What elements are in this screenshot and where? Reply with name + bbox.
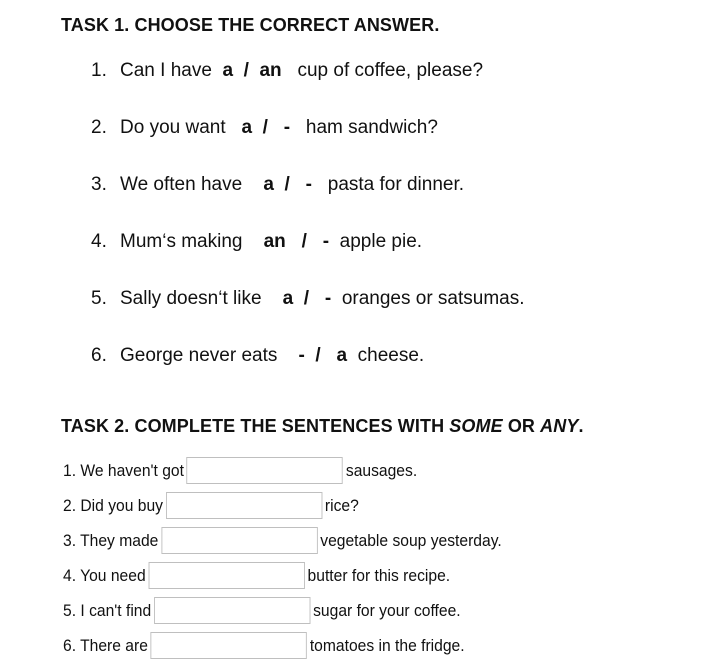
question-text-after: cup of coffee, please?: [297, 60, 484, 81]
question-number: 2.: [91, 117, 107, 138]
option-separator: /: [303, 288, 310, 309]
answer-blank[interactable]: [161, 527, 317, 554]
option-a[interactable]: an: [263, 231, 286, 252]
option-separator: /: [301, 231, 307, 252]
sentence-start: 2. Did you buy: [63, 495, 163, 515]
option-a[interactable]: a: [263, 174, 274, 195]
sentence-start: 5. I can't find: [63, 600, 152, 620]
option-b[interactable]: -: [324, 288, 332, 309]
option-a[interactable]: a: [222, 60, 234, 81]
sentence-end: sugar for your coffee.: [313, 600, 461, 620]
task2-sentence-5: [63, 597, 461, 624]
task1-title: TASK 1. CHOOSE THE CORRECT ANSWER.: [61, 15, 440, 35]
task1-question-3: [91, 174, 464, 196]
answer-blank[interactable]: [151, 632, 307, 659]
task2-title: [61, 416, 584, 437]
question-number: 1.: [91, 60, 107, 81]
task2-title-or: OR: [502, 416, 541, 436]
sentence-start: 3. They made: [63, 530, 159, 550]
answer-blank[interactable]: [154, 597, 310, 624]
option-b[interactable]: a: [336, 345, 348, 366]
question-text-before: Sally doesn‘t like: [120, 288, 262, 309]
sentence-end: sausages.: [345, 460, 418, 480]
option-b[interactable]: -: [283, 117, 291, 138]
task1-question-2: [91, 117, 438, 139]
task2-sentence-4: [63, 562, 450, 589]
question-text-after: apple pie.: [339, 231, 423, 252]
task2-title-end: .: [578, 416, 584, 436]
task1-question-5: [91, 288, 525, 310]
answer-blank[interactable]: [148, 562, 304, 589]
question-text-before: Do you want: [120, 117, 226, 138]
task2-title-any: ANY: [540, 416, 579, 436]
option-b[interactable]: an: [259, 60, 282, 81]
task1-question-6: [91, 345, 424, 367]
question-text-before: George never eats: [120, 345, 278, 366]
option-b[interactable]: -: [322, 231, 330, 252]
question-text-before: Can I have: [120, 60, 212, 81]
question-number: 6.: [91, 345, 107, 366]
task2-sentence-2: [63, 492, 359, 519]
sentence-end: rice?: [324, 495, 359, 515]
question-text-after: oranges or satsumas.: [341, 288, 525, 309]
sentence-start: 4. You need: [63, 565, 146, 585]
option-separator: /: [262, 117, 268, 138]
question-text-after: ham sandwich?: [305, 117, 438, 138]
question-text-after: pasta for dinner.: [327, 174, 465, 195]
task1-question-1: [91, 60, 483, 82]
question-number: 3.: [91, 174, 107, 195]
task2-title-main: TASK 2. COMPLETE THE SENTENCES WITH: [61, 416, 450, 436]
answer-blank[interactable]: [166, 492, 322, 519]
option-b[interactable]: -: [305, 174, 312, 195]
question-number: 5.: [91, 288, 107, 309]
answer-blank[interactable]: [187, 457, 343, 484]
task1-question-4: [91, 231, 422, 253]
question-text-before: Mum‘s making: [120, 231, 243, 252]
question-text-after: cheese.: [357, 345, 425, 366]
sentence-end: butter for this recipe.: [307, 565, 451, 585]
option-a[interactable]: a: [282, 288, 294, 309]
question-text-before: We often have: [120, 174, 243, 195]
option-separator: /: [284, 174, 290, 195]
option-separator: /: [243, 60, 249, 81]
task2-sentence-1: [63, 457, 417, 484]
task2-sentence-3: [63, 527, 502, 554]
option-separator: /: [315, 345, 321, 366]
sentence-start: 1. We haven't got: [63, 460, 184, 480]
sentence-start: 6. There are: [63, 635, 148, 655]
task2-title-some: SOME: [449, 416, 503, 436]
option-a[interactable]: a: [241, 117, 253, 138]
option-a[interactable]: -: [298, 345, 305, 366]
question-number: 4.: [91, 231, 107, 252]
sentence-end: vegetable soup yesterday.: [320, 530, 502, 550]
sentence-end: tomatoes in the fridge.: [309, 635, 465, 655]
task2-sentence-6: [63, 632, 465, 659]
